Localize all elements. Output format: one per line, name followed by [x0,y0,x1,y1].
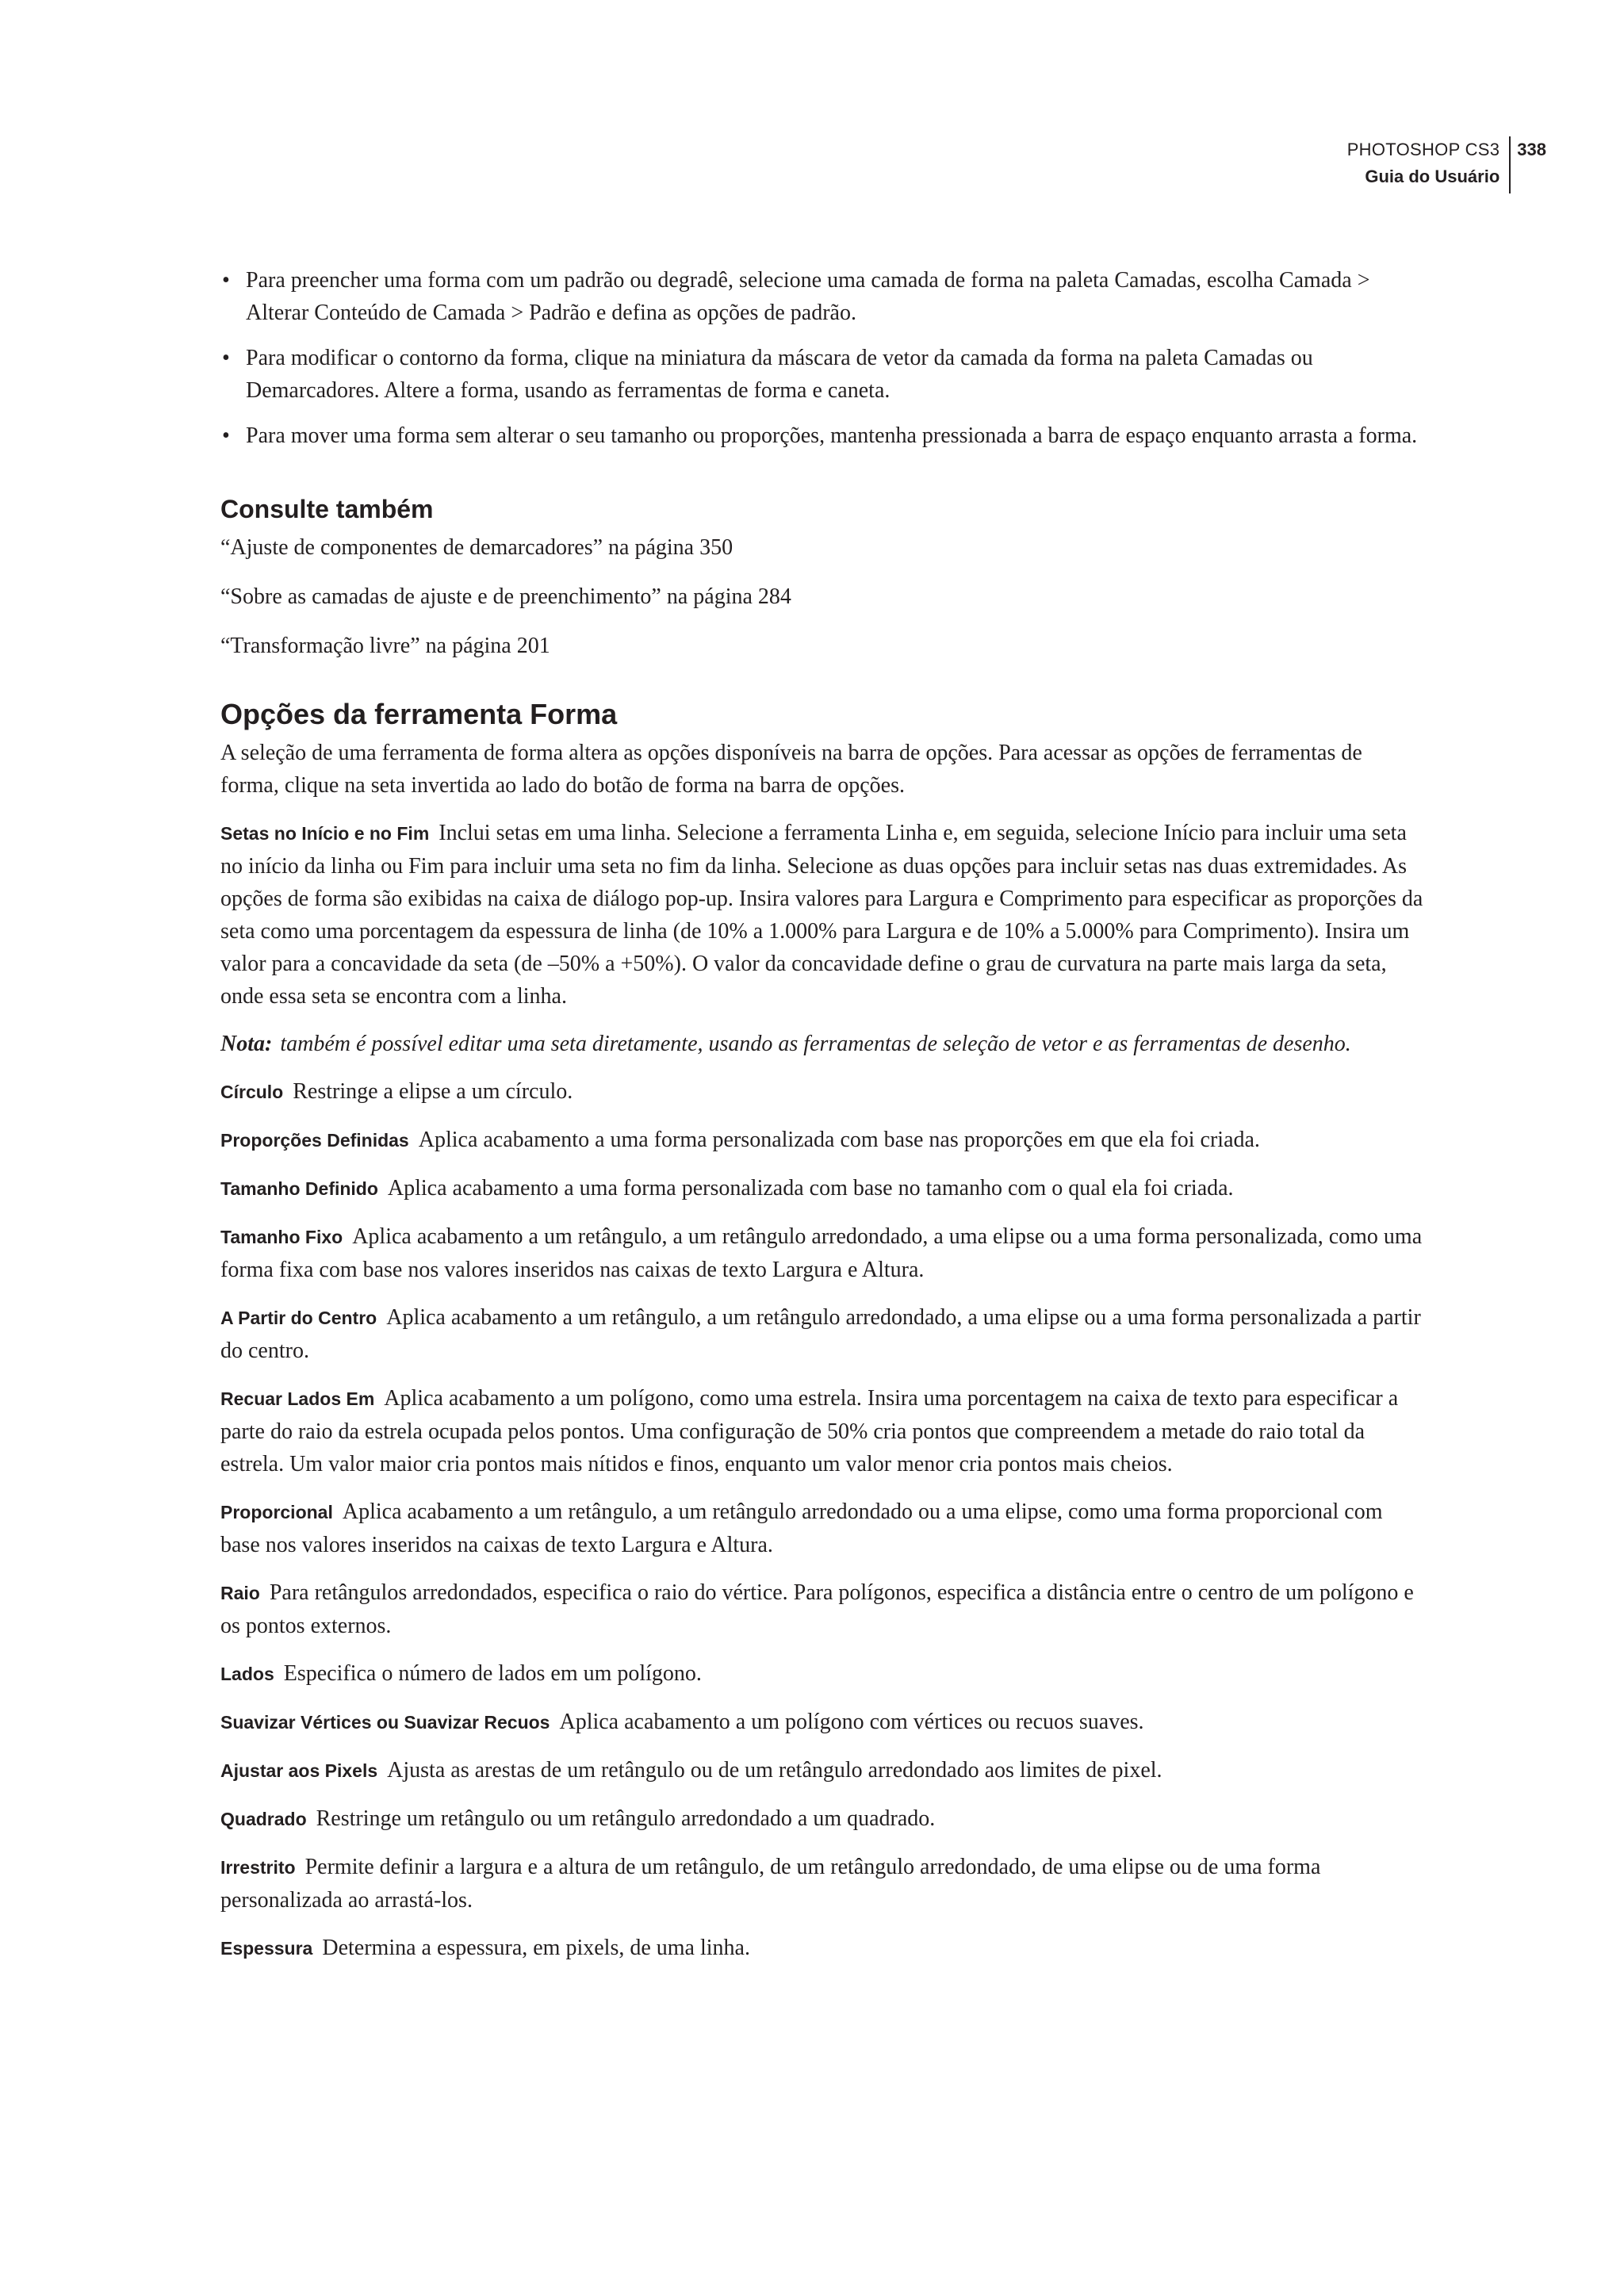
definition-text: Inclui setas em uma linha. Selecione a ferramenta Linha e, em seguida, selecione Início para incluir uma seta no início da linha ou Fim para incluir uma seta no fim da linha. Selecione as duas opções para incluir setas nas duas extremidades. As opções de forma são exibidas na caixa de diálogo pop-up. Insira valores para Largura e Comprimento para especificar as proporções da seta como uma porcentagem da espessura de linha (de 10% a 1.000% para Largura e de 10% a 5.000% para Comprimento). Insira um valor para a concavidade da seta (de –50% a +50%). O valor da concavidade define o grau de curvatura na parte mais larga da seta, onde essa seta se encontra com a linha. [220,821,1423,1009]
definition-item [220,1802,1426,1836]
definition-text: Permite definir a largura e a altura de um retângulo, de um retângulo arredondado, de uma elipse ou de uma forma personalizada ao arrastá-los. [220,1855,1321,1913]
definition-item [220,1220,1426,1286]
definition-term: Proporcional [220,1502,333,1522]
definition-term: Círculo [220,1082,284,1102]
see-also-link[interactable]: “Transformação livre” na página 201 [220,634,550,658]
definition-term: A Partir do Centro [220,1308,377,1328]
definition-text: Aplica acabamento a um polígono, como uma estrela. Insira uma porcentagem na caixa de texto para especificar a parte do raio da estrela ocupada pelos pontos. Uma configuração de 50% cria pontos que compreendem a metade do raio total da estrela. Um valor maior cria pontos mais nítidos e finos, enquanto um valor menor cria pontos mais cheios. [220,1386,1399,1476]
definition-term: Quadrado [220,1809,307,1829]
definition-text: Especifica o número de lados em um polígono. [283,1661,702,1686]
definition-term: Tamanho Fixo [220,1227,343,1247]
definition-item [220,1576,1426,1642]
see-also-link[interactable]: “Ajuste de componentes de demarcadores” na página 350 [220,535,733,560]
definition-item [220,1706,1426,1739]
note-label: Nota: [220,1032,273,1056]
definition-term: Tamanho Definido [220,1178,378,1199]
definition-text: Ajusta as arestas de um retângulo ou de um retângulo arredondado aos limites de pixel. [387,1758,1162,1783]
definition-item [220,1754,1426,1787]
definition-text: Aplica acabamento a um retângulo, a um retângulo arredondado ou a uma elipse, como uma forma proporcional com base nos valores inseridos na caixas de texto Largura e Altura. [220,1499,1383,1557]
definition-item [220,1657,1426,1691]
definition-item [220,1496,1426,1561]
note [220,1028,1426,1060]
definition-term: Recuar Lados Em [220,1388,375,1409]
definition-text: Aplica acabamento a um polígono com vértices ou recuos suaves. [559,1710,1144,1734]
definition-item [220,1382,1426,1480]
note-text: também é possível editar uma seta diretamente, usando as ferramentas de seleção de vetor e as ferramentas de desenho. [280,1032,1351,1056]
definition-term: Setas no Início e no Fim [220,823,430,844]
definition-text: Restringe um retângulo ou um retângulo arredondado a um quadrado. [316,1806,936,1831]
definition-item [220,817,1426,1013]
definition-item [220,1301,1426,1367]
definition-text: Aplica acabamento a uma forma personalizada com base nas proporções em que ela foi criada. [418,1128,1260,1152]
see-also-link[interactable]: “Sobre as camadas de ajuste e de preenchimento” na página 284 [220,584,791,609]
definition-text: Restringe a elipse a um círculo. [293,1079,573,1104]
definition-term: Raio [220,1583,260,1603]
definition-text: Determina a espessura, em pixels, de uma linha. [322,1936,750,1960]
header-product: PHOTOSHOP CS3 [1346,140,1500,159]
definition-term: Proporções Definidas [220,1130,409,1151]
page-content [220,264,1426,1980]
bullet-item: • Para mover uma forma sem alterar o seu tamanho ou proporções, mantenha pressionada a barra de espaço enquanto arrasta a forma. [220,419,1426,452]
see-also-heading: Consulte também [220,495,434,523]
section-intro: A seleção de uma ferramenta de forma altera as opções disponíveis na barra de opções. Para acessar as opções de ferramentas de forma, clique na seta invertida ao lado do botão de forma na barra de opções. [220,741,1362,798]
definition-item [220,1932,1426,1965]
definition-item [220,1851,1426,1917]
section-heading: Opções da ferramenta Forma [220,698,618,730]
running-header [1347,136,1511,193]
definition-item [220,1075,1426,1109]
header-guide: Guia do Usuário [1365,167,1500,186]
definition-item [220,1172,1426,1205]
definition-term: Irrestrito [220,1857,296,1878]
definition-term: Lados [220,1664,274,1684]
definition-term: Espessura [220,1938,313,1959]
definition-item [220,1124,1426,1157]
bullet-item: • Para modificar o contorno da forma, clique na miniatura da máscara de vetor da camada da forma na paleta Camadas ou Demarcadores. Altere a forma, usando as ferramentas de forma e caneta. [220,342,1426,407]
definition-text: Para retângulos arredondados, especifica o raio do vértice. Para polígonos, especifica a distância entre o centro de um polígono e os pontos externos. [220,1580,1414,1638]
definition-term: Ajustar aos Pixels [220,1760,378,1781]
definition-text: Aplica acabamento a um retângulo, a um retângulo arredondado, a uma elipse ou a uma forma personalizada a partir do centro. [220,1305,1421,1363]
definition-text: Aplica acabamento a uma forma personalizada com base no tamanho com o qual ela foi criada. [387,1176,1234,1201]
bullet-list [220,264,1426,452]
bullet-item: • Para preencher uma forma com um padrão ou degradê, selecione uma camada de forma na paleta Camadas, escolha Camada > Alterar Conteúdo de Camada > Padrão e defina as opções de padrão. [220,264,1426,329]
definition-term: Suavizar Vértices ou Suavizar Recuos [220,1712,550,1733]
page-number: 338 [1517,140,1546,159]
page-header [1347,136,1546,193]
definition-text: Aplica acabamento a um retângulo, a um retângulo arredondado, a uma elipse ou a uma forma personalizada, como uma forma fixa com base nos valores inseridos nas caixas de texto Largura e Altura. [220,1224,1423,1282]
